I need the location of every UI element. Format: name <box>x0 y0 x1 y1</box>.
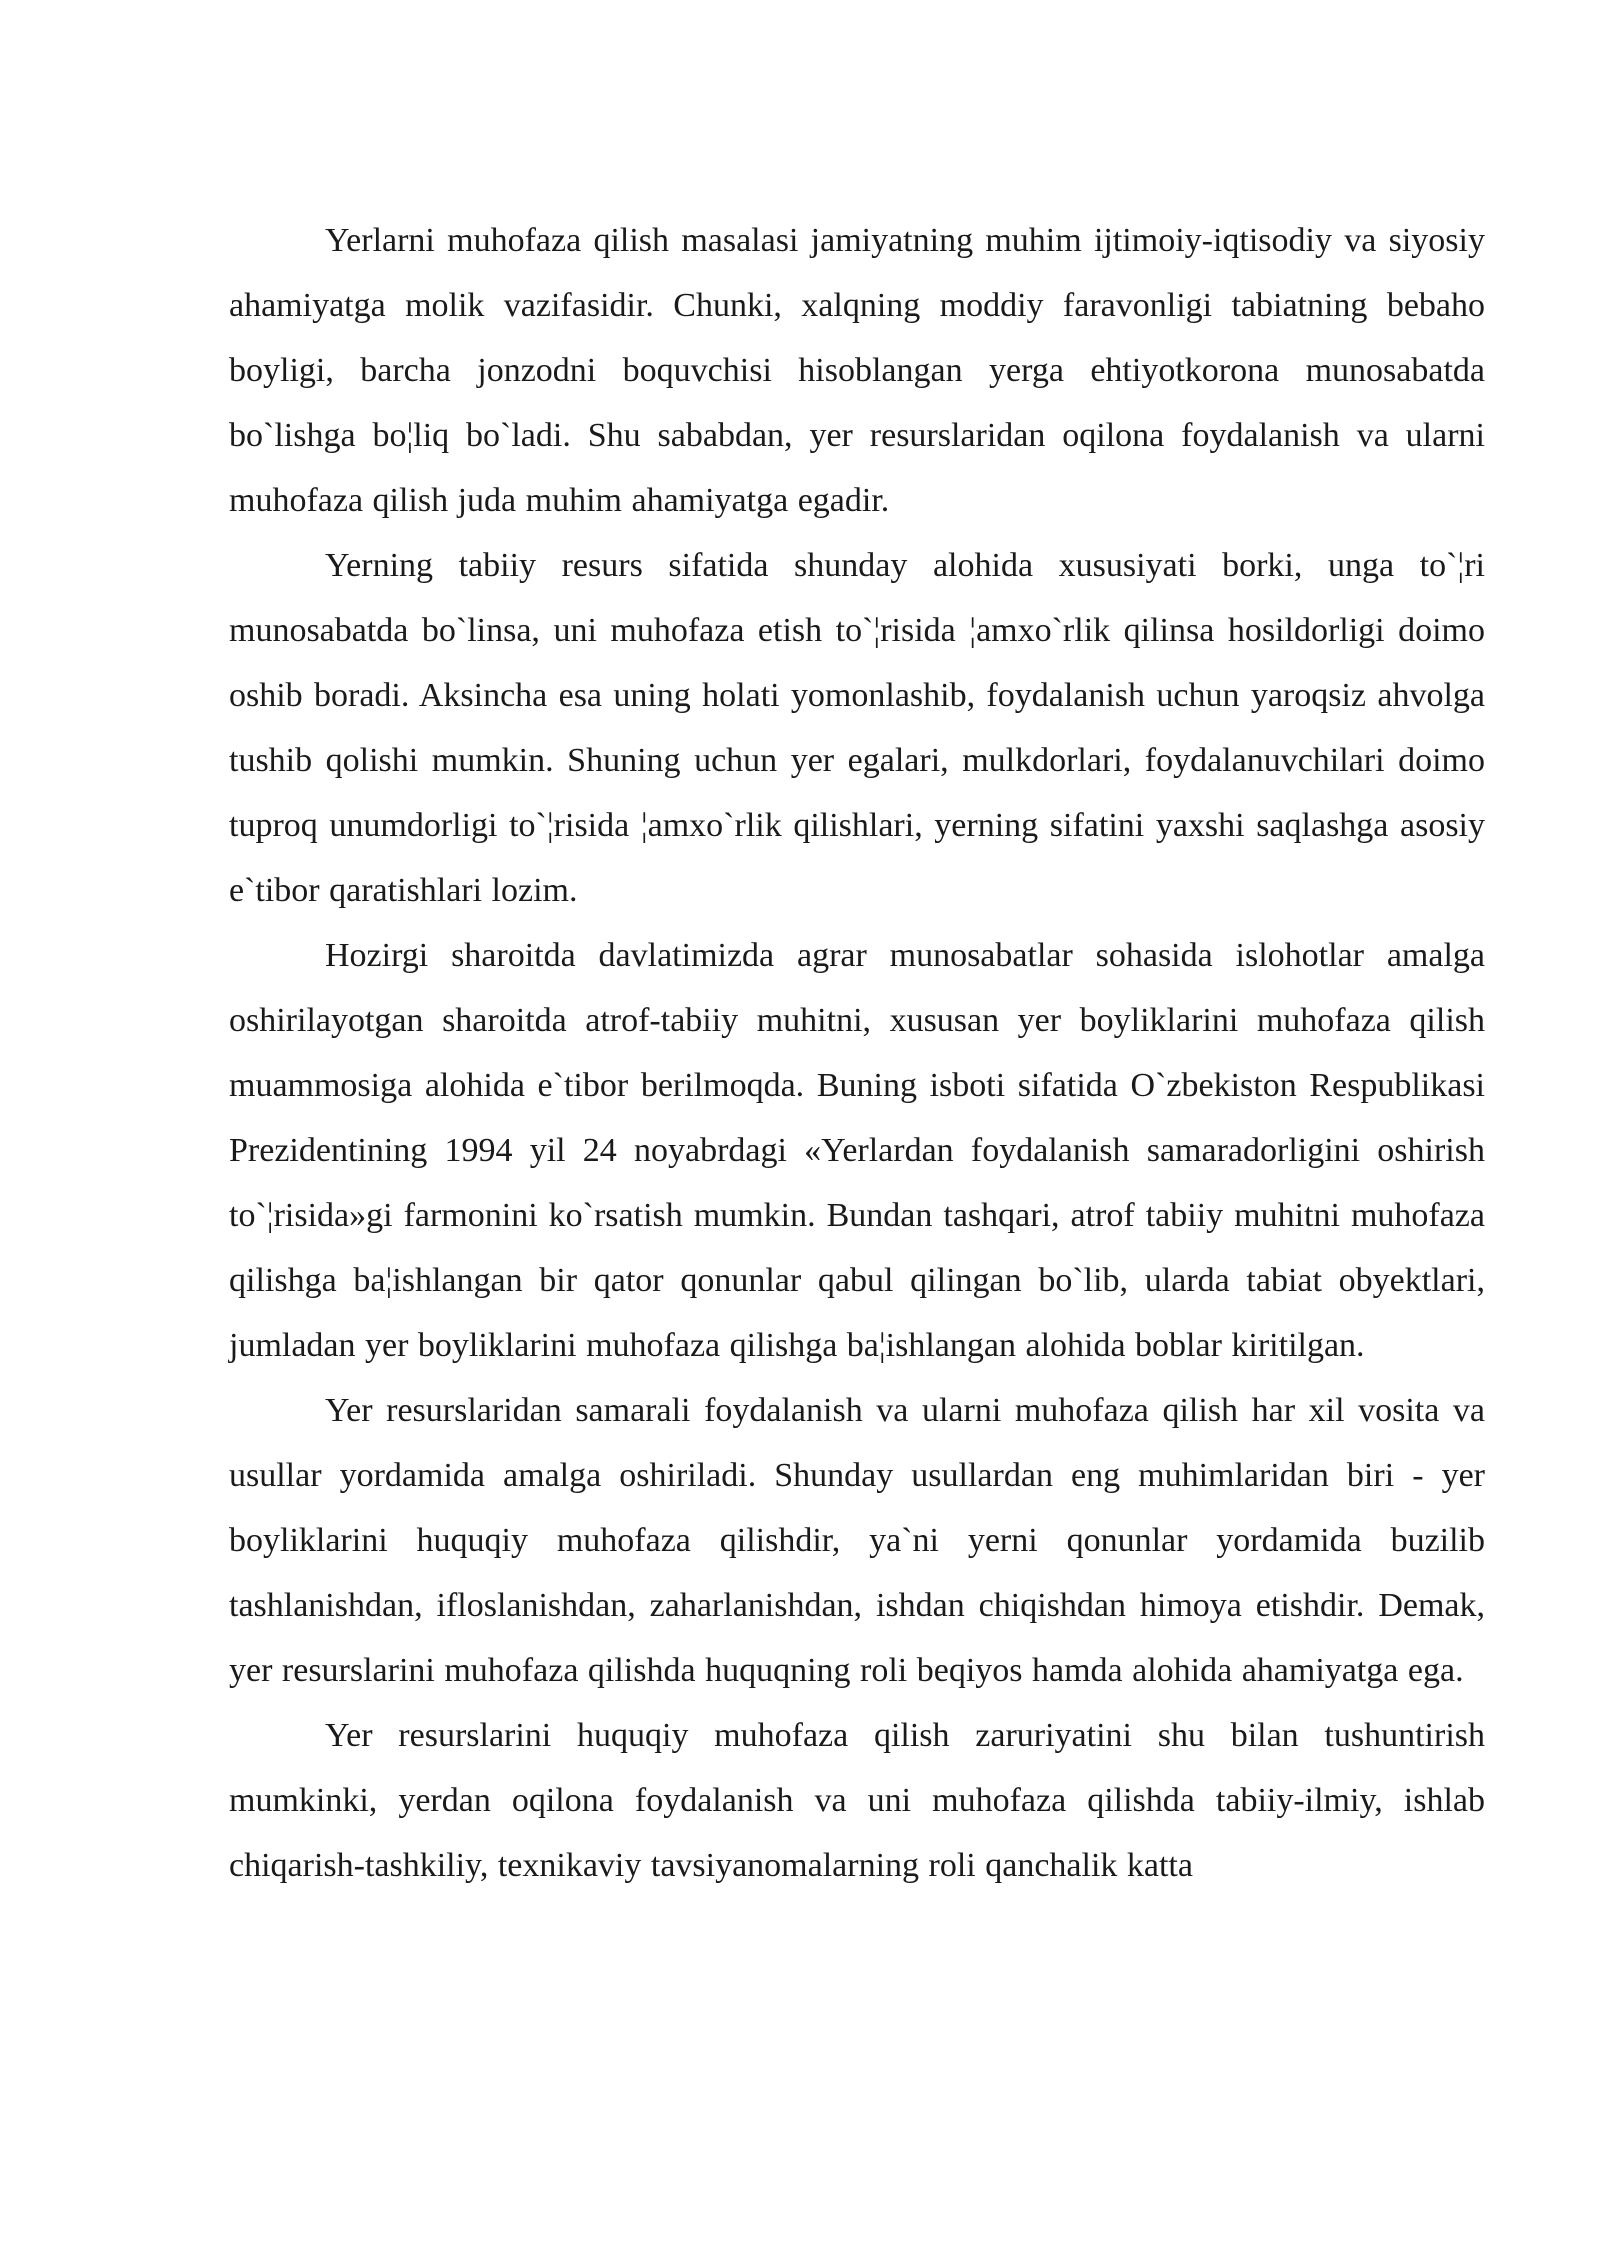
paragraph-agrarian-reforms: Hozirgi sharoitda davlatimizda agrar munosabatlar sohasida islohotlar amalga oshirilayotgan sharoitda atrof-tabiiy muhitni, xususan yer boyliklarini muhofaza qilish muammosiga alohida e`tibor berilmoqda. Buning isboti sifatida O`zbekiston Respublikasi Prezidentining 1994 yil 24 noyabrdagi «Yerlardan foydalanish samaradorligini oshirish to`¦risida»gi farmonini ko`rsatish mumkin. Bundan tashqari, atrof tabiiy muhitni muhofaza qilishga ba¦ishlangan bir qator qonunlar qabul qilingan bo`lib, ularda tabiat obyektlari, jumladan yer boyliklarini muhofaza qilishga ba¦ishlangan alohida boblar kiritilgan. <box>229 937 1485 1364</box>
paragraph-legal-protection-methods: Yer resurslaridan samarali foydalanish va ularni muhofaza qilish har xil vosita va usullar yordamida amalga oshiriladi. Shunday usullardan eng muhimlaridan biri - yer boyliklarini huquqiy muhofaza qilishdir, ya`ni yerni qonunlar yordamida buzilib tashlanishdan, ifloslanishdan, zaharlanishdan, ishdan chiqishdan himoya etishdir. Demak, yer resurslarini muhofaza qilishda huquqning roli beqiyos hamda alohida ahamiyatga ega. <box>229 1392 1485 1689</box>
paragraph-land-protection-importance: Yerlarni muhofaza qilish masalasi jamiyatning muhim ijtimoiy-iqtisodiy va siyosiy ahamiyatga molik vazifasidir. Chunki, xalqning moddiy faravonligi tabiatning bebaho boyligi, barcha jonzodni boquvchisi hisoblangan yerga ehtiyotkorona munosabatda bo`lishga bo¦liq bo`ladi. Shu sababdan, yer resurslaridan oqilona foydalanish va ularni muhofaza qilish juda muhim ahamiyatga egadir. <box>229 222 1485 519</box>
document-body <box>229 208 1485 1898</box>
paragraph-land-natural-resource: Yerning tabiiy resurs sifatida shunday alohida xususiyati borki, unga to`¦ri munosabatda bo`linsa, uni muhofaza etish to`¦risida ¦amxo`rlik qilinsa hosildorligi doimo oshib boradi. Aksincha esa uning holati yomonlashib, foydalanish uchun yaroqsiz ahvolga tushib qolishi mumkin. Shuning uchun yer egalari, mulkdorlari, foydalanuvchilari doimo tuproq unumdorligi to`¦risida ¦amxo`rlik qilishlari, yerning sifatini yaxshi saqlashga asosiy e`tibor qaratishlari lozim. <box>229 547 1485 909</box>
paragraph-legal-protection-necessity: Yer resurslarini huquqiy muhofaza qilish zaruriyatini shu bilan tushuntirish mumkinki, yerdan oqilona foydalanish va uni muhofaza qilishda tabiiy-ilmiy, ishlab chiqarish-tashkiliy, texnikaviy tavsiyanomalarning roli qanchalik katta <box>229 1717 1485 1884</box>
